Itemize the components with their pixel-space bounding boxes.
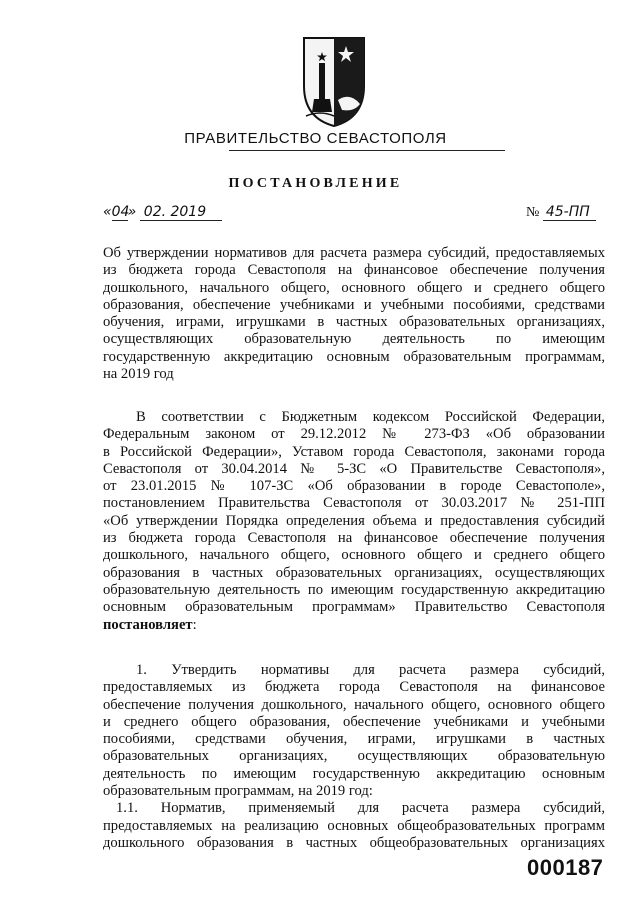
clause-1-line: и среднего общего образования, обеспечение учебниками и учебными: [103, 713, 605, 730]
clause-1-line: обеспечение получения дошкольного, начального общего, основного общего: [103, 696, 605, 713]
subject-line: на 2019 год: [103, 366, 174, 383]
clause-1-line: образовательным программам, на 2019 год:: [103, 783, 373, 800]
date-day: 04: [111, 204, 130, 220]
clause-1-1-line: 1.1. Норматив, применяемый для расчета размера субсидий,: [116, 800, 605, 817]
resolution-colon: :: [192, 616, 197, 633]
preamble-line: из бюджета города Севастополя на финансовое обеспечение получения: [103, 530, 605, 547]
preamble-line: постановлением Правительства Севастополя от 30.03.2017 № 251-ПП: [103, 495, 605, 512]
subject-line: обучения, играми, игрушками в частных образовательных организациях,: [103, 314, 605, 331]
clause-1-line: деятельность по имеющим государственную аккредитацию основным: [103, 765, 605, 782]
document-date: [103, 204, 222, 221]
subject-line: образования, обеспечение учебниками и учебными пособиями, средствами: [103, 296, 605, 313]
subject-line: осуществляющих образовательную деятельность по имеющим: [103, 331, 605, 348]
clause-1-line: пособиями, средствами обучения, играми, игрушками в частных: [103, 731, 605, 748]
clause-1: [103, 662, 605, 852]
page-serial-number: 000187: [527, 855, 604, 880]
number-prefix: №: [526, 205, 540, 220]
preamble-paragraph: [103, 409, 605, 634]
preamble-resolution-line: [103, 617, 605, 634]
header-divider: [229, 150, 505, 151]
number-value: 45-ПП: [543, 204, 596, 221]
resolution-verb: постановляет: [103, 616, 193, 633]
clause-1-line: образовательных организациях, осуществляющих образовательную: [103, 748, 605, 765]
date-close-quote: »: [127, 204, 137, 220]
preamble-line: от 23.01.2015 № 107-ЗС «Об образовании в городе Севастополе»,: [103, 478, 605, 495]
subject-line: дошкольного, начального общего, основного общего и среднего общего: [103, 279, 605, 296]
coat-of-arms-icon: [302, 36, 366, 128]
subject-line: государственную аккредитацию основным образовательным программам,: [103, 348, 605, 365]
preamble-line: основным образовательным программам» Правительство Севастополя: [103, 599, 605, 616]
document-type-title: ПОСТАНОВЛЕНИЕ: [228, 176, 403, 191]
preamble-line: Федеральным законом от 29.12.2012 № 273-ФЗ «Об образовании: [103, 426, 605, 443]
preamble-line: Севастополя от 30.04.2014 № 5-ЗС «О Правительстве Севастополя»,: [103, 460, 605, 477]
date-open-quote: «: [103, 204, 112, 220]
preamble-line: дошкольного, начального общего, основного общего и среднего общего: [103, 547, 605, 564]
clause-1-1-line: дошкольного образования в частных общеобразовательных организациях: [103, 834, 605, 851]
clause-1-1-line: предоставляемых на реализацию основных общеобразовательных программ: [103, 817, 605, 834]
preamble-line: в Российской Федерации», Уставом города Севастополя, законами города: [103, 443, 605, 460]
document-number: [526, 204, 596, 221]
preamble-line: В соответствии с Бюджетным кодексом Российской Федерации,: [136, 409, 605, 425]
preamble-line: образования в частных образовательных организациях, осуществляющих: [103, 564, 605, 581]
subject-line: из бюджета города Севастополя на финансовое обеспечение получения: [103, 262, 605, 279]
subject-line: Об утверждении нормативов для расчета размера субсидий, предоставляемых: [103, 245, 605, 261]
organization-name: ПРАВИТЕЛЬСТВО СЕВАСТОПОЛЯ: [184, 130, 447, 147]
clause-1-line: предоставляемых из бюджета города Севастополя на финансовое: [103, 679, 605, 696]
preamble-line: образовательную деятельность по имеющим государственную аккредитацию: [103, 581, 605, 598]
preamble-line: «Об утверждении Порядка определения объема и предоставления субсидий: [103, 512, 605, 529]
document-subject: [103, 245, 605, 383]
clause-1-line: 1. Утвердить нормативы для расчета размера субсидий,: [136, 662, 605, 678]
date-month-year: 02. 2019: [140, 204, 222, 221]
